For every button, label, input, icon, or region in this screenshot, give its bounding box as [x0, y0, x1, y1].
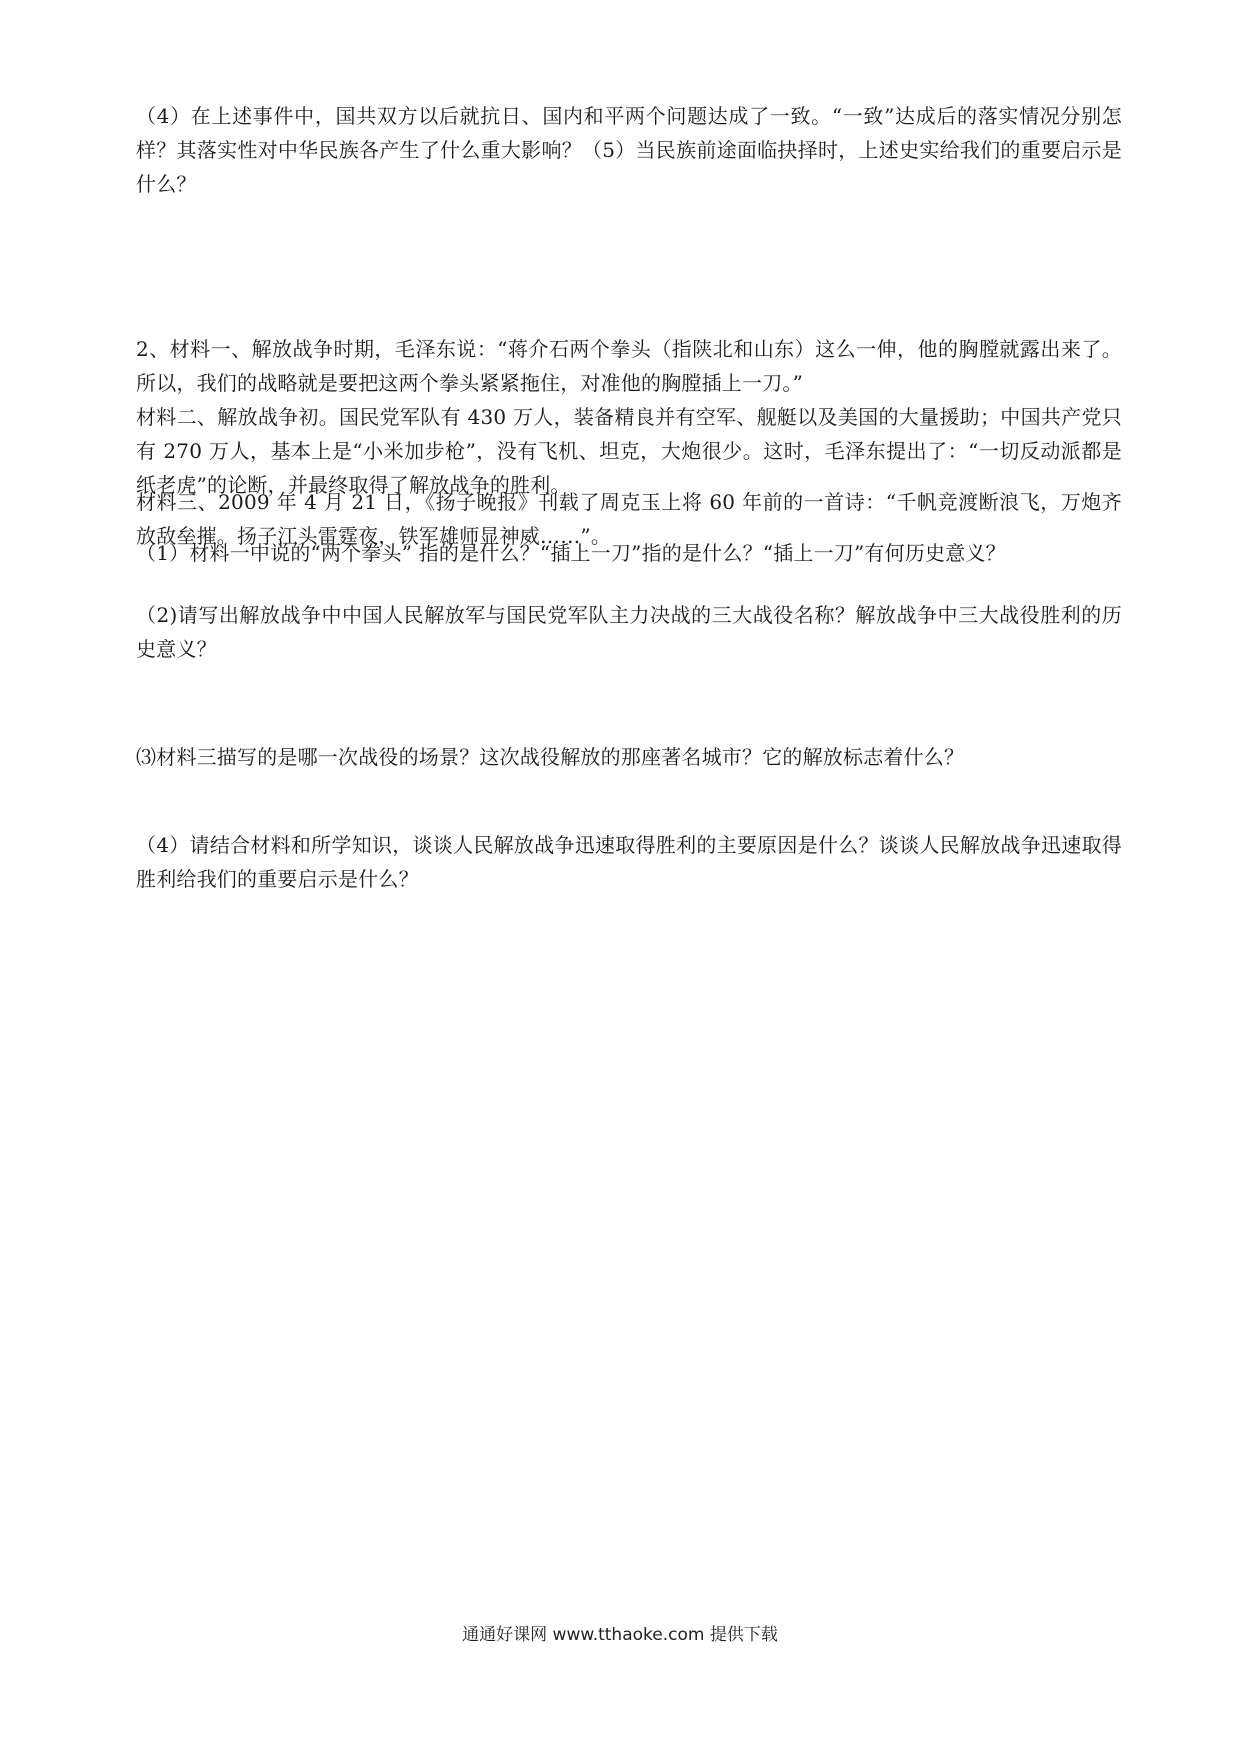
question-2-sub-question-3: ⑶材料三描写的是哪一次战役的场景？这次战役解放的那座著名城市？它的解放标志着什么？ [136, 745, 965, 769]
question-2-material-3: 材料三、2009 年 4 月 21 日，《扬子晚报》刊载了周克玉上将 60 年前的一首诗：“千帆竞渡断浪飞，万炮齐放敌垒摧。扬子江头雷霆夜，铁军雄师显神威……”。 [136, 490, 1122, 548]
question-2-material-1: 2、材料一、解放战争时期，毛泽东说：“蒋介石两个拳头（指陕北和山东）这么一伸，他的胸膛就露出来了。所以，我们的战略就是要把这两个拳头紧紧拖住，对准他的胸膛插上一刀。” [136, 337, 1122, 395]
page-footer: 通通好课网 www.tthaoke.com 提供下载 [462, 1625, 778, 1645]
question-2-sub-question-4: （4）请结合材料和所学知识，谈谈人民解放战争迅速取得胜利的主要原因是什么？谈谈人民解放战争迅速取得胜利给我们的重要启示是什么？ [136, 833, 1122, 891]
question-2-material-2: 材料二、解放战争初。国民党军队有 430 万人，装备精良并有空军、舰艇以及美国的大量援助；中国共产党只有 270 万人，基本上是“小米加步枪”，没有飞机、坦克，大炮很少。这时，毛泽东提出了：“一切反动派都是纸老虎”的论断，并最终取得了解放战争的胜利。 [136, 405, 1122, 497]
question-2-sub-question-1: （1）材料一中说的“两个拳头” 指的是什么？“插上一刀”指的是什么？“插上一刀”有何历史意义？ [136, 541, 1006, 565]
question-1-parts-4-5: （4）在上述事件中，国共双方以后就抗日、国内和平两个问题达成了一致。“一致”达成后的落实情况分别怎样？其落实性对中华民族各产生了什么重大影响？（5）当民族前途面临抉择时，上述史实给我们的重要启示是什么？ [136, 104, 1122, 196]
question-2-sub-question-2: （2)请写出解放战争中中国人民解放军与国民党军队主力决战的三大战役名称？解放战争中三大战役胜利的历史意义？ [136, 603, 1122, 661]
